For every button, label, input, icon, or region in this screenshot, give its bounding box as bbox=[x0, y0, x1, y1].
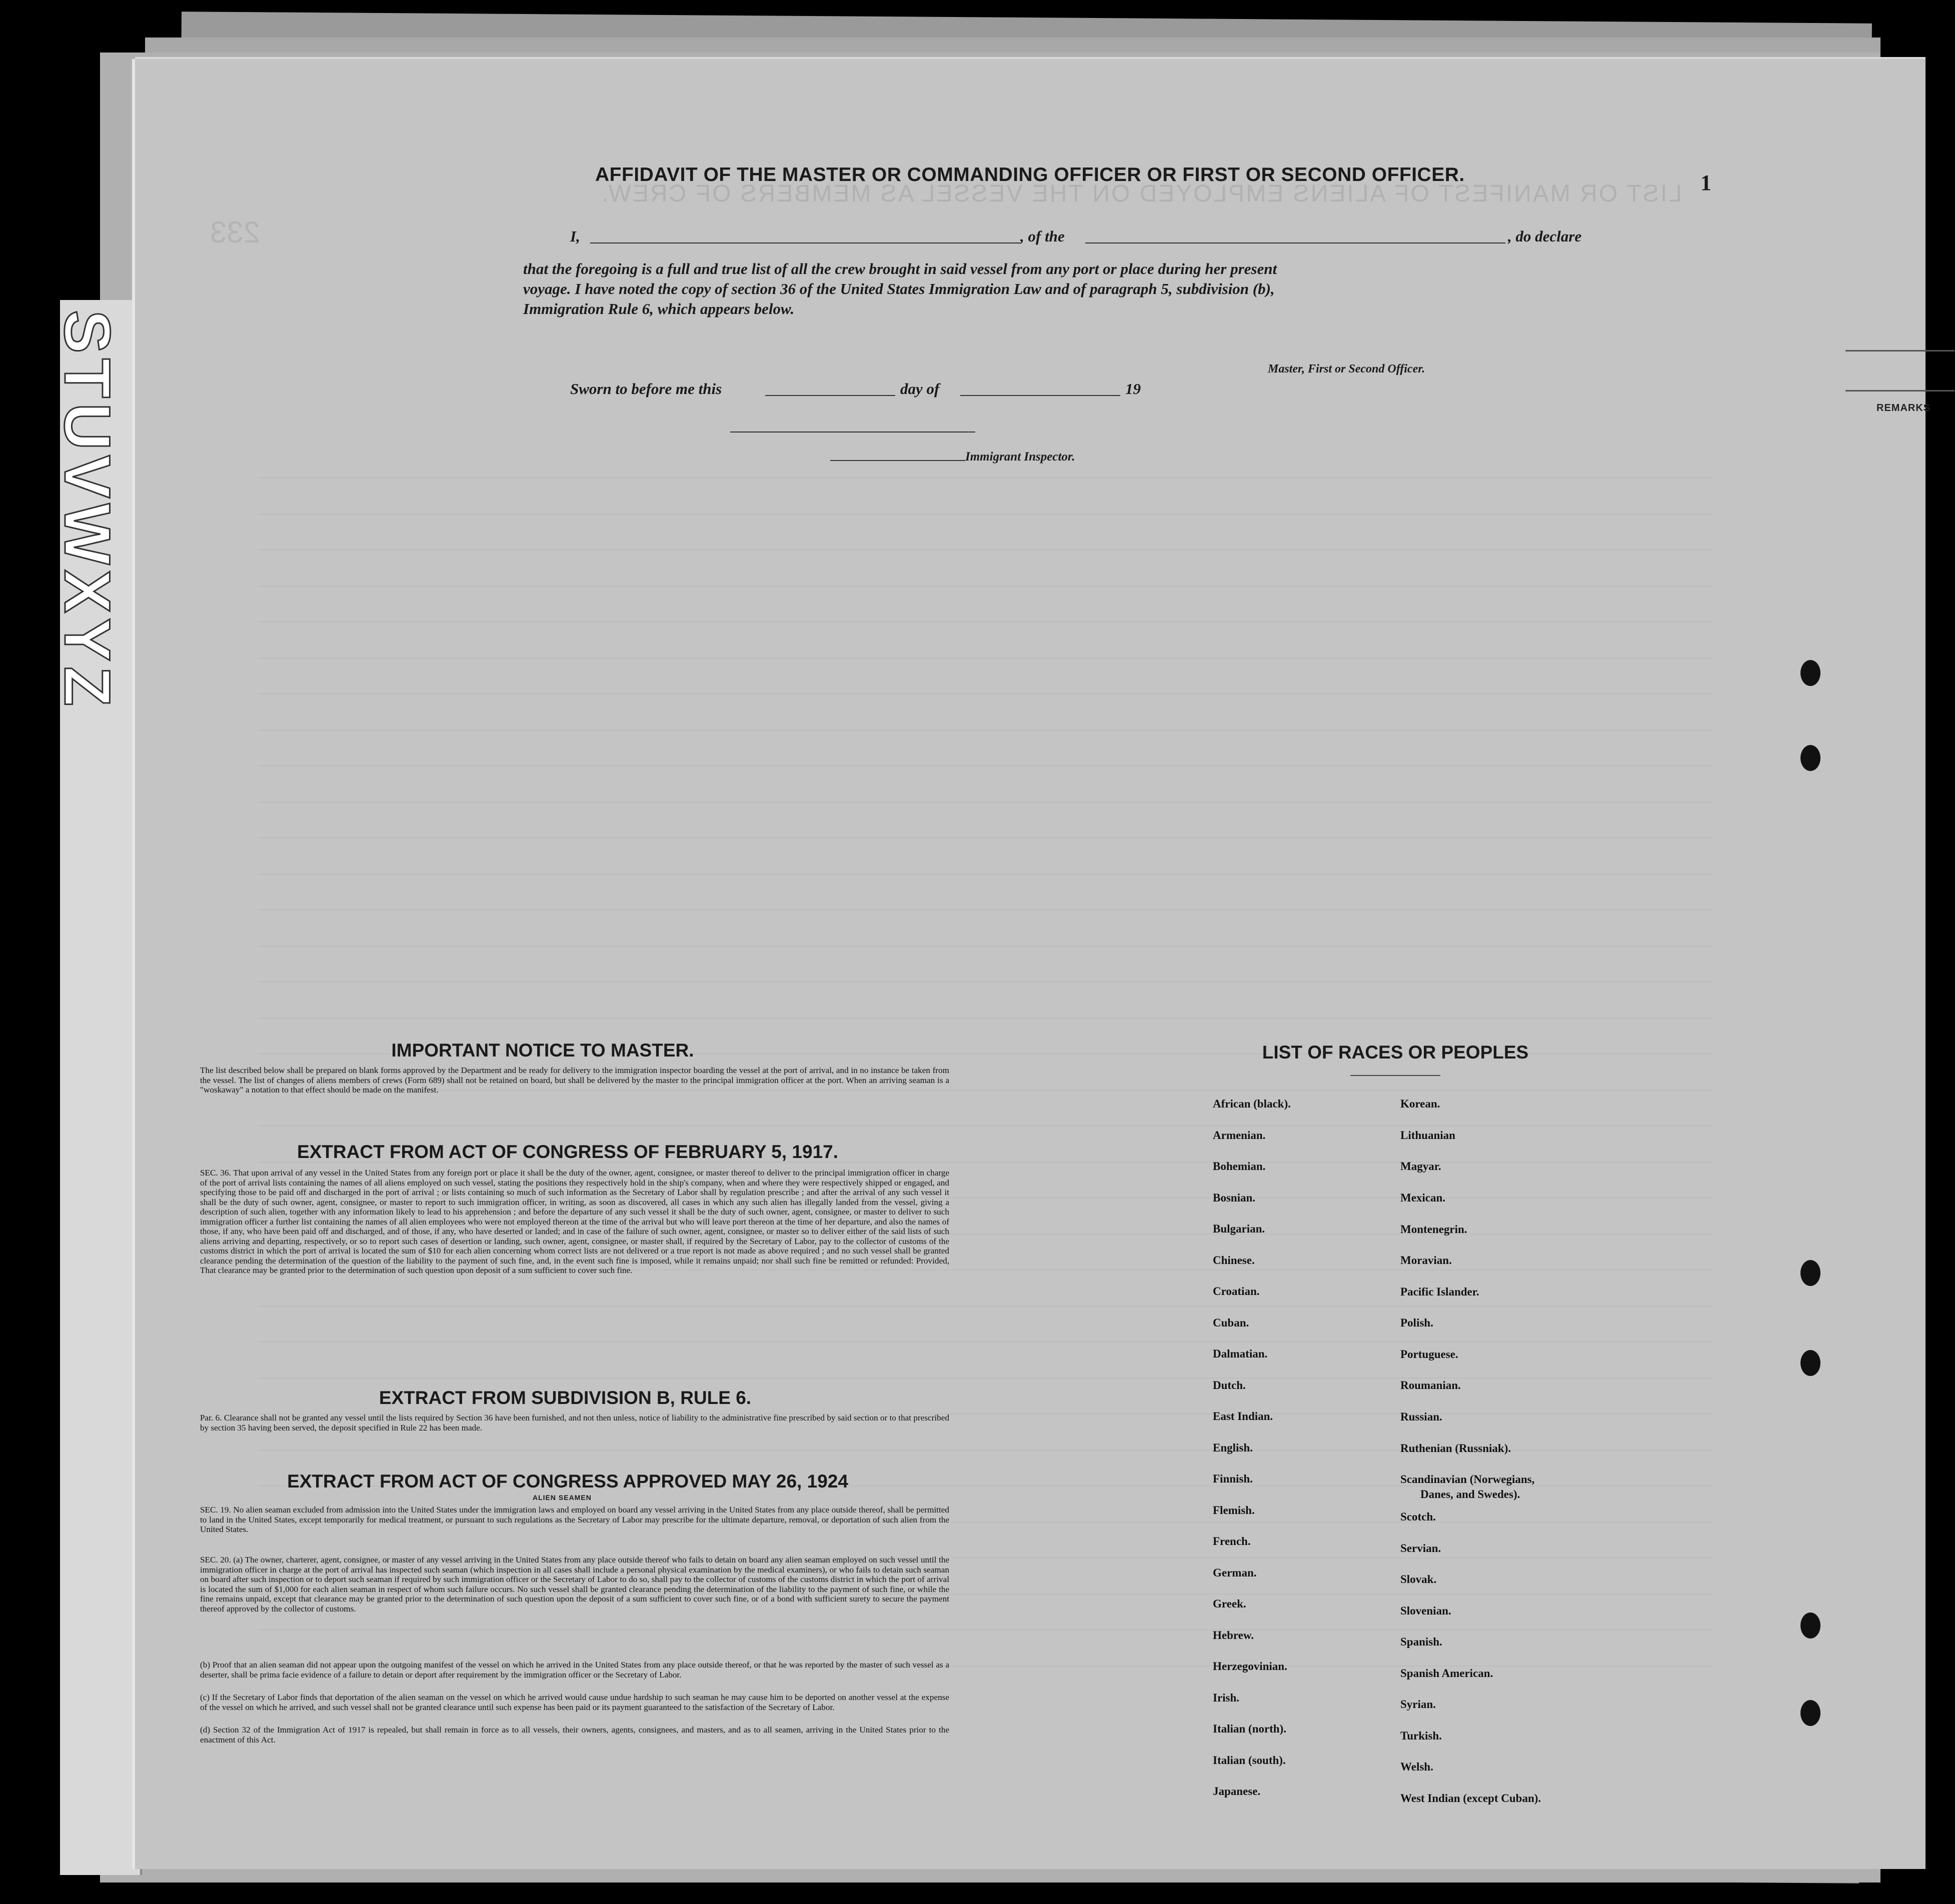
bleed-through-row bbox=[260, 976, 1710, 982]
binder-hole bbox=[1800, 1350, 1820, 1376]
declare-label: , do declare bbox=[1508, 228, 1582, 245]
race-item: Hebrew. bbox=[1213, 1628, 1254, 1642]
day-of-label: day of bbox=[900, 380, 940, 398]
affidavit-title: AFFIDAVIT OF THE MASTER OR COMMANDING OFFICER OR FIRST OR SECOND OFFICER. bbox=[595, 164, 1465, 186]
bleed-through-row bbox=[260, 1624, 1710, 1630]
binder-hole bbox=[1800, 660, 1820, 686]
race-item: Bohemian. bbox=[1213, 1160, 1266, 1172]
extract-1924-sec20d: (d) Section 32 of the Immigration Act of 1917 is repealed, but shall remain in force as to all vessels, their owners, agents, consignees, and masters, and as to all seamen, arriving in the United States prior to the enactment of this Act. bbox=[200, 1725, 949, 1744]
race-item: Greek. bbox=[1213, 1598, 1246, 1610]
race-item: Armenian. bbox=[1213, 1128, 1266, 1142]
binder-hole bbox=[1800, 1700, 1820, 1726]
race-item: Moravian. bbox=[1400, 1254, 1452, 1266]
extract-1924-sec20a: SEC. 20. (a) The owner, charterer, agent, consignee, or master of any vessel arriving in the United States from any place outside thereof who fails to detain on board any alien seaman employed on such vessel until the immigration officer in charge at the port of arrival has inspected such seaman (which inspection in all cases shall include a personal physical examination by the medical examiners), or who fails to detain such seaman on board after such inspection or to deport such seaman if required by such immigration officer or the Secretary of Labor to do so, shall pay to the collector of customs of the customs district in which the port of arrival is located the sum of $1,000 for each alien seaman in respect of whom such failure occurs. No such vessel shall be granted clearance pending the determination of the liability to the payment of such fine, or while the fine remains unpaid, except that clearance may be granted prior to the determination of such question upon the deposit of a sum sufficient to cover such fine, or of a bond with sufficient surety to secure the payment thereof approved by the collector of customs. bbox=[200, 1555, 949, 1614]
extract-1917-title: EXTRACT FROM ACT OF CONGRESS OF FEBRUARY 5, 1917. bbox=[297, 1142, 839, 1162]
race-item: Flemish. bbox=[1213, 1504, 1255, 1516]
master-signature-label: Master, First or Second Officer. bbox=[1268, 362, 1425, 376]
race-item: Italian (south). bbox=[1213, 1754, 1286, 1766]
race-item: Montenegrin. bbox=[1400, 1223, 1467, 1236]
race-item: East Indian. bbox=[1213, 1410, 1273, 1422]
affidavit-line-2: voyage. I have noted the copy of section 36 of the United States Immigration Law and of paragraph 5, subdivision (b), bbox=[523, 280, 1275, 298]
race-item: Scandinavian (Norwegians, bbox=[1400, 1473, 1535, 1486]
bleed-through-row bbox=[260, 868, 1710, 874]
race-item: Ruthenian (Russniak). bbox=[1400, 1442, 1511, 1454]
extract-1924-sec19: SEC. 19. No alien seaman excluded from admission into the United States under the immigration laws and employed on board any vessel arriving in the United States from any place outside thereof, shall be permitted to land in the United States, except temporarily for medical treatment, or pursuant to such regulations as the Secretary of Labor may prescribe for the ultimate departure, removal, or deportation of such alien from the United States. bbox=[200, 1505, 949, 1534]
notice-title: IMPORTANT NOTICE TO MASTER. bbox=[391, 1040, 694, 1060]
race-item: Bulgarian. bbox=[1213, 1222, 1265, 1235]
extract-1924-sec20b: (b) Proof that an alien seaman did not appear upon the outgoing manifest of the vessel on which he arrived in the United States from any place outside thereof, or that he was reported by the master of such vessel as a deserter, shall be prima facie evidence of a failure to detain or deport after requirement by the immigration officer or the Secretary of Labor. bbox=[200, 1660, 949, 1680]
race-item: Japanese. bbox=[1213, 1785, 1261, 1798]
race-item: Finnish. bbox=[1213, 1472, 1253, 1485]
race-item: Herzegovinian. bbox=[1213, 1660, 1287, 1672]
page-mark: 1 bbox=[1700, 170, 1711, 195]
race-item: Cuban. bbox=[1213, 1316, 1249, 1329]
race-item: Syrian. bbox=[1400, 1698, 1436, 1710]
folder-edge-lettering: STUVWXYZ bbox=[51, 310, 124, 712]
bleed-through-row bbox=[260, 832, 1710, 838]
race-item: Russian. bbox=[1400, 1410, 1442, 1423]
race-item: Scotch. bbox=[1400, 1510, 1436, 1523]
binder-hole bbox=[1800, 745, 1820, 771]
race-item: Chinese. bbox=[1213, 1254, 1255, 1266]
race-item: Dutch. bbox=[1213, 1378, 1246, 1392]
bleed-through-row bbox=[260, 580, 1710, 586]
race-item: Spanish American. bbox=[1400, 1667, 1493, 1680]
notice-text: The list described below shall be prepared on blank forms approved by the Department and be ready for delivery to the immigration inspector boarding the vessel at the port of arrival, and in no instance be taken from the vessel. The list of changes of aliens members of crews (Form 689) shall not be retained on board, but shall be delivered by the master to the principal immigration officer at the port. When an arriving seaman is a "woskaway" a notation to that effect should be made on the manifest. bbox=[200, 1066, 949, 1094]
bleed-through-row bbox=[260, 940, 1710, 946]
bleed-through-row bbox=[260, 1372, 1710, 1378]
extract-1917-text: SEC. 36. That upon arrival of any vessel in the United States from any foreign port or place it shall be the duty of the owner, agent, consignee, or master thereof to deliver to the principal immigration officer in charge of the port of arrival lists containing the names of all aliens employed on such vessel, stating the positions they respectively hold in the ship's company, when and where they were respectively shipped or engaged, and specifying those to be paid off and discharged in the port of arrival ; or lists containing so much of such information as the Secretary of Labor shall by regulation prescribe ; and after the arrival of any such vessel it shall be the duty of such owner, agent, consignee, or master to report to such immigration officer, in writing, as soon as discovered, all cases in which any such alien has illegally landed from the vessel, giving a description of such alien, together with any information likely to lead to his apprehension ; and before the departure of any such vessel it shall be the duty of such owner, agent, consignee, or master to deliver to such immigration officer a further list containing the names of all alien employees who were not employed thereon at the time of the arrival but who will leave port thereon at the time of her departure, and also the names of those, if any, who have been paid off and discharged, and of those, if any, who have deserted or landed; and in case of the failure of such owner, agent, consignee, or master so to deliver either of the said lists of such aliens arriving and departing, respectively, or so to report such cases of desertion or landing, such owner, agent, consignee, or master shall, if required by the Secretary of Labor, pay to the collector of customs of the customs district in which the port of arrival is located the sum of $10 for each alien concerning whom correct lists are not delivered or a true report is not made as above required ; and no such vessel shall be granted clearance pending the determination of the question of the liability to the payment of such fine, and, in the event such fine is imposed, while it remains unpaid; nor shall such fine be remitted or refunded: Provided, That clearance may be granted prior to the determination of such question upon deposit of a sum sufficient to cover such fine. bbox=[200, 1168, 949, 1275]
races-title: LIST OF RACES OR PEOPLES bbox=[1262, 1042, 1529, 1062]
bleed-through-row bbox=[260, 508, 1710, 514]
races-title-rule bbox=[1350, 1075, 1440, 1076]
race-item: Mexican. bbox=[1400, 1192, 1446, 1204]
sworn-day-field[interactable] bbox=[765, 395, 895, 396]
binder-hole bbox=[1800, 1260, 1820, 1286]
margin-rule bbox=[1845, 390, 1954, 392]
extract-1924-sec20c: (c) If the Secretary of Labor finds that deportation of the alien seaman on the vessel on which he arrived would cause undue hardship to such seaman he may cause him to be deported on another vessel at the expense of the vessel on which he arrived, and such vessel shall not be granted clearance until such expense has been paid or its payment guaranteed to the satisfaction of the Secretary of Labor. bbox=[200, 1692, 949, 1712]
extract-rule6-title: EXTRACT FROM SUBDIVISION B, RULE 6. bbox=[379, 1388, 752, 1408]
sworn-month-field[interactable] bbox=[960, 395, 1120, 396]
bleed-through-number: 233 bbox=[210, 216, 261, 249]
bleed-through-row bbox=[260, 724, 1710, 730]
race-item: Polish. bbox=[1400, 1316, 1433, 1329]
year-prefix: 19 bbox=[1125, 380, 1141, 398]
race-item: Turkish. bbox=[1400, 1730, 1442, 1742]
race-item: Bosnian. bbox=[1213, 1191, 1256, 1204]
vessel-label: , of the bbox=[1020, 228, 1065, 245]
bleed-through-row bbox=[260, 616, 1710, 622]
race-item: Dalmatian. bbox=[1213, 1348, 1268, 1360]
bleed-through-row bbox=[260, 1336, 1710, 1342]
bleed-through-row bbox=[260, 904, 1710, 910]
race-item: Croatian. bbox=[1213, 1285, 1260, 1298]
inspector-label: Immigrant Inspector. bbox=[965, 450, 1075, 464]
vessel-name-field[interactable] bbox=[1085, 242, 1505, 244]
race-item: Danes, and Swedes). bbox=[1420, 1488, 1520, 1500]
extract-1924-title: EXTRACT FROM ACT OF CONGRESS APPROVED MAY 26, 1924 bbox=[287, 1471, 848, 1492]
affiant-label: I, bbox=[570, 228, 580, 245]
bleed-through-row bbox=[260, 472, 1710, 478]
race-item: Italian (north). bbox=[1213, 1722, 1286, 1735]
race-item: Slovenian. bbox=[1400, 1604, 1451, 1617]
race-item: Servian. bbox=[1400, 1542, 1441, 1554]
race-item: Slovak. bbox=[1400, 1573, 1437, 1586]
affidavit-line-1: that the foregoing is a full and true list of all the crew brought in said vessel from any port or place during her present bbox=[523, 260, 1277, 278]
bleed-through-row bbox=[260, 1120, 1710, 1126]
race-item: Portuguese. bbox=[1400, 1348, 1458, 1360]
bleed-through-row bbox=[260, 760, 1710, 766]
bleed-through-row bbox=[260, 544, 1710, 550]
race-item: Magyar. bbox=[1400, 1160, 1441, 1172]
race-item: French. bbox=[1213, 1535, 1251, 1548]
bleed-through-title: LIST OR MANIFEST OF ALIENS EMPLOYED ON THE VESSEL AS MEMBERS OF CREW. bbox=[600, 180, 1682, 207]
race-item: Welsh. bbox=[1400, 1760, 1433, 1773]
binder-holes bbox=[1800, 300, 1840, 1700]
bleed-through-row bbox=[260, 652, 1710, 658]
inspector-signature-line bbox=[830, 460, 965, 461]
bleed-through-row bbox=[260, 1300, 1710, 1306]
race-item: Korean. bbox=[1400, 1098, 1440, 1110]
race-item: West Indian (except Cuban). bbox=[1400, 1792, 1541, 1804]
remarks-header: REMARKS bbox=[1876, 402, 1931, 414]
race-item: English. bbox=[1213, 1441, 1253, 1454]
extract-rule6-text: Par. 6. Clearance shall not be granted any vessel until the lists required by Section 36 have been furnished, and not then unless, notice of liability to the administrative fine prescribed by said section or to that prescribed by section 35 having been served, the deposit specified in Rule 22 has been made. bbox=[200, 1413, 949, 1432]
extract-1924-subtitle: ALIEN SEAMEN bbox=[533, 1494, 592, 1502]
race-item: German. bbox=[1213, 1566, 1257, 1579]
sworn-label: Sworn to before me this bbox=[570, 380, 722, 398]
race-item: Roumanian. bbox=[1400, 1379, 1461, 1392]
race-item: Irish. bbox=[1213, 1691, 1240, 1704]
race-item: Pacific Islander. bbox=[1400, 1286, 1479, 1298]
race-item: Spanish. bbox=[1400, 1636, 1442, 1648]
margin-rule bbox=[1845, 350, 1954, 352]
race-item: African (black). bbox=[1213, 1098, 1291, 1110]
bleed-through-row bbox=[260, 796, 1710, 802]
bleed-through-row bbox=[260, 1012, 1710, 1018]
binder-hole bbox=[1800, 1612, 1820, 1638]
race-item: Lithuanian bbox=[1400, 1129, 1455, 1142]
affidavit-line-3: Immigration Rule 6, which appears below. bbox=[523, 300, 795, 318]
bleed-through-row bbox=[260, 688, 1710, 694]
affiant-name-field[interactable] bbox=[590, 242, 1020, 244]
